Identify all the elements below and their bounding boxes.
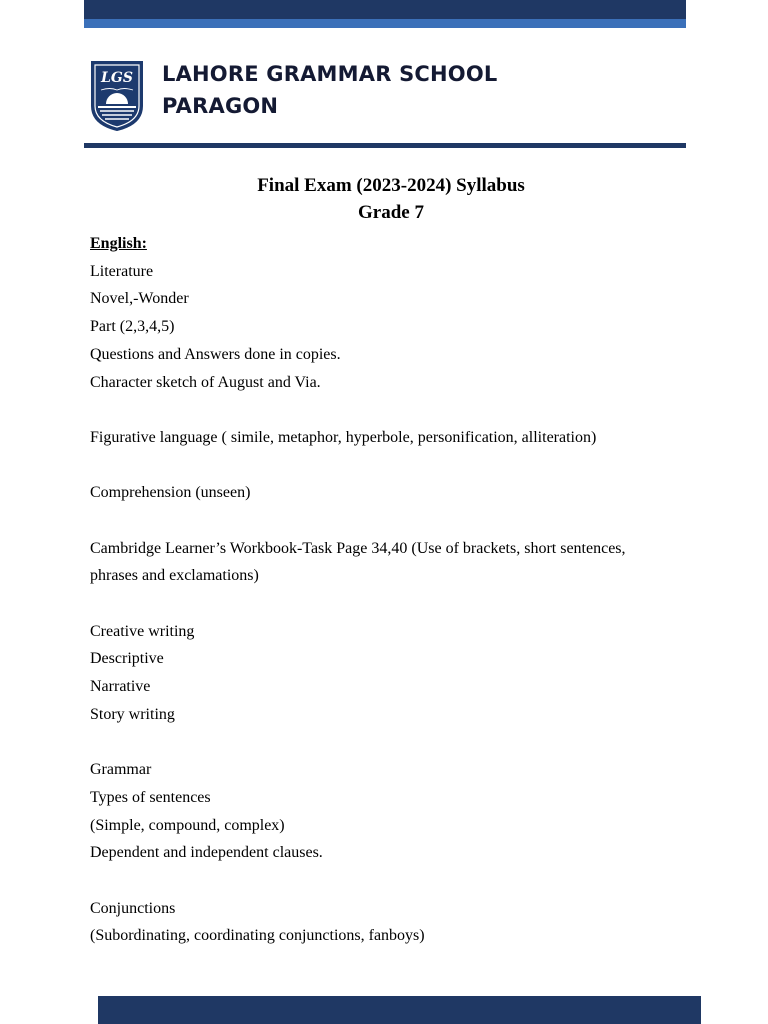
syllabus-line: Story writing (90, 705, 175, 723)
document-title (84, 172, 698, 226)
syllabus-line: Cambridge Learner’s Workbook-Task Page 34,40 (Use of brackets, short sentences, (90, 539, 626, 557)
blank-line (90, 590, 690, 618)
syllabus-content (90, 230, 690, 950)
syllabus-line: Figurative language ( simile, metaphor, hyperbole, personification, alliteration) (90, 428, 597, 446)
syllabus-line: Character sketch of August and Via. (90, 373, 321, 391)
syllabus-line: Comprehension (unseen) (90, 484, 251, 502)
top-decorative-bar (84, 0, 686, 28)
syllabus-line: Descriptive (90, 650, 164, 668)
blank-line (90, 507, 690, 535)
school-name-line1: LAHORE GRAMMAR SCHOOL (162, 62, 498, 86)
syllabus-line: Narrative (90, 678, 151, 696)
blank-line (90, 396, 690, 424)
syllabus-line: Literature (90, 262, 154, 280)
grade-title: Grade 7 (358, 202, 424, 223)
school-name (162, 58, 497, 122)
syllabus-line: Questions and Answers done in copies. (90, 345, 341, 363)
syllabus-line: Conjunctions (90, 899, 176, 917)
syllabus-line: phrases and exclamations) (90, 567, 259, 585)
syllabus-line: Creative writing (90, 622, 195, 640)
exam-title: Final Exam (2023-2024) Syllabus (257, 175, 525, 196)
syllabus-line: Types of sentences (90, 788, 211, 806)
blank-line (90, 729, 690, 757)
school-name-line2: PARAGON (162, 94, 279, 118)
syllabus-line: (Simple, compound, complex) (90, 816, 285, 834)
school-crest-logo (90, 60, 144, 132)
section-heading-english: English: (90, 235, 147, 252)
syllabus-line: Novel,-Wonder (90, 290, 189, 308)
syllabus-line: Part (2,3,4,5) (90, 318, 175, 336)
header-divider (84, 143, 686, 148)
letterhead (84, 56, 686, 136)
syllabus-line: Grammar (90, 761, 152, 779)
top-accent-stripe (84, 19, 686, 28)
syllabus-line: (Subordinating, coordinating conjunctions, fanboys) (90, 927, 425, 945)
svg-text:LGS: LGS (101, 70, 133, 86)
blank-line (90, 867, 690, 895)
blank-line (90, 452, 690, 480)
bottom-decorative-bar (98, 996, 701, 1024)
syllabus-line: Dependent and independent clauses. (90, 844, 323, 862)
